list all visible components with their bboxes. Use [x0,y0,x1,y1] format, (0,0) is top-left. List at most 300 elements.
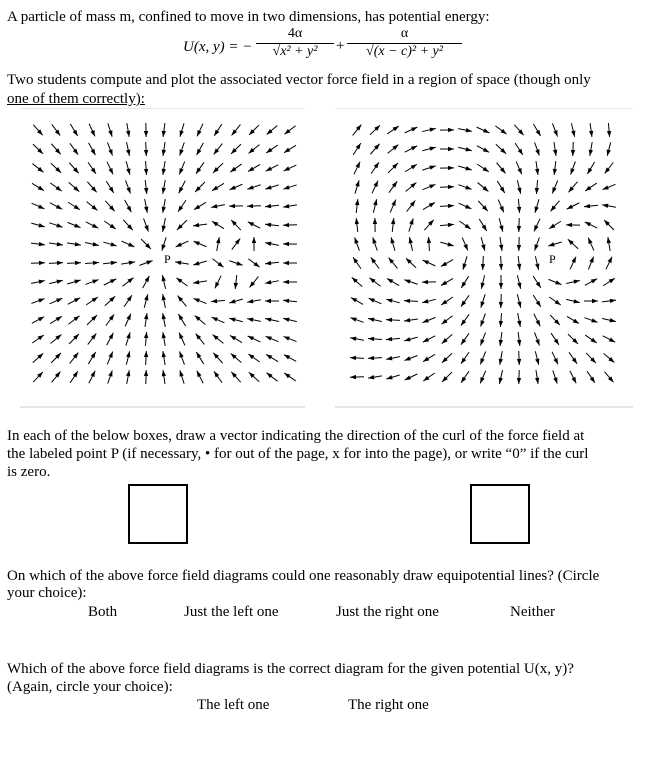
field-arrow [441,316,452,325]
field-arrow [571,123,575,137]
field-arrow [499,332,503,346]
field-arrow [568,334,578,344]
field-arrow [407,200,416,211]
field-arrow [481,294,486,307]
field-arrow [250,277,259,288]
field-arrow [517,370,521,384]
field-arrow [33,353,44,362]
field-arrow [386,337,400,341]
field-arrow [214,144,223,155]
field-arrow [480,332,485,345]
field-arrow [229,261,242,266]
field-arrow [196,162,204,173]
field-arrow [404,280,417,285]
field-arrow [216,237,220,251]
field-arrow [368,337,382,341]
field-arrow [499,294,503,308]
field-arrow [404,299,418,303]
field-arrow [607,123,611,137]
field-arrow [584,318,597,323]
field-arrow [568,239,578,248]
field-arrow [517,237,521,251]
field-arrow [353,257,361,269]
field-arrow [104,279,117,285]
field-arrow [69,163,78,173]
field-arrow [197,124,203,137]
field-arrow [214,371,222,382]
field-arrow [179,162,184,175]
field-arrow [371,257,379,268]
field-arrow [283,185,296,189]
field-arrow [266,373,277,382]
field-arrow [196,352,203,364]
field-arrow [406,258,416,268]
field-arrow [405,127,418,133]
field-arrow [32,183,44,190]
field-arrow [144,142,148,156]
field-arrow [459,221,470,229]
field-arrow [569,352,577,363]
field-arrow [604,354,615,363]
field-arrow [405,374,418,380]
field-arrow [371,162,379,174]
field-arrow [514,125,523,135]
field-arrow [31,299,44,304]
field-arrow [355,218,359,232]
field-arrow [197,371,203,383]
field-arrow [283,280,297,284]
field-arrow [517,313,521,327]
field-arrow [212,183,224,190]
field-arrow [602,204,616,208]
field-arrow [86,297,98,305]
field-arrow [423,260,436,266]
field-arrow [252,237,256,251]
field-arrow [373,199,377,213]
left-force-field-plot [20,108,305,408]
field-arrow [350,318,363,323]
field-arrow [549,297,561,305]
field-arrow [441,297,453,305]
field-arrow [89,124,95,137]
field-arrow [51,353,61,363]
field-arrow [179,333,185,346]
field-arrow [535,161,539,175]
field-arrow [106,181,114,193]
field-arrow [283,223,297,227]
field-arrow [606,257,612,270]
field-arrow [144,313,148,327]
field-arrow [247,185,260,190]
field-arrow [517,294,521,308]
field-arrow [70,353,79,364]
field-arrow [234,275,238,289]
field-arrow [162,370,166,384]
field-arrow [442,353,452,363]
field-arrow [458,128,472,132]
equipotential-question-2: your choice): [7,585,87,601]
equipotential-question-1: On which of the above force field diagrams could one reasonably draw equipotential lines? (Circle [7,568,600,584]
field-arrow [247,318,261,322]
field-arrow [162,161,166,175]
field-arrow [422,280,436,284]
field-arrow [373,237,378,250]
field-arrow [49,280,63,284]
field-arrow [423,184,436,189]
intro-line-2: Two students compute and plot the associated vector force field in a region of space (though only [7,72,591,88]
field-arrow [31,261,45,265]
intro-line-1: A particle of mass m, confined to move in two dimensions, has potential energy: [7,9,490,25]
field-arrow [389,181,397,192]
field-arrow [478,201,488,211]
field-arrow [193,298,206,303]
field-arrow [602,318,616,322]
field-arrow [355,180,359,193]
field-arrow [265,223,279,227]
field-arrow [70,143,78,154]
field-arrow [442,334,453,343]
field-arrow [423,336,435,342]
field-arrow [568,182,577,193]
field-arrow [212,221,224,228]
field-arrow [212,317,225,323]
field-arrow [350,356,364,360]
field-arrow [373,218,377,232]
field-arrow [552,123,557,136]
field-arrow [231,144,241,154]
field-arrow [409,237,413,251]
field-arrow [440,223,454,227]
field-arrow [283,204,297,208]
term1-denominator: √x² + y² [272,44,318,59]
field-arrow [458,166,471,170]
field-arrow [33,144,43,154]
field-arrow [143,276,150,288]
field-arrow [196,334,205,345]
field-arrow [179,181,185,193]
field-arrow [423,202,435,209]
field-arrow [108,123,113,136]
field-arrow [386,356,400,360]
field-arrow [231,372,240,382]
field-arrow [350,337,364,341]
field-arrow [249,372,259,381]
field-arrow [588,238,594,251]
curl-answer-box-right[interactable] [470,484,530,544]
field-arrow [535,180,539,194]
field-arrow [499,351,503,365]
right-point-p-label: P [549,252,556,266]
field-arrow [125,314,131,327]
field-arrow [108,370,113,383]
field-arrow [534,219,540,232]
field-arrow [386,299,400,303]
field-arrow [585,279,597,286]
field-arrow [213,335,224,344]
field-arrow [495,126,506,134]
field-arrow [126,351,130,365]
field-arrow [249,125,259,135]
field-arrow [387,126,399,134]
field-arrow [354,162,360,175]
field-arrow [481,237,485,251]
field-arrow [386,375,399,379]
field-arrow [535,199,539,212]
field-arrow [566,280,580,284]
field-arrow [499,218,503,231]
field-arrow [124,295,132,307]
field-arrow [461,314,469,325]
field-arrow [162,142,166,156]
field-arrow [126,123,130,137]
correct-question-2: (Again, circle your choice): [7,679,173,695]
field-arrow [602,299,616,303]
field-arrow [441,260,453,267]
field-arrow [517,275,521,289]
right-force-field-plot [335,108,633,408]
field-arrow [144,332,148,346]
field-arrow [535,142,540,155]
term2-denominator: √(x − c)² + y² [366,44,443,59]
field-arrow [477,127,490,133]
field-arrow [162,275,166,289]
field-arrow [126,370,130,384]
field-arrow [70,124,77,136]
field-arrow [589,142,593,156]
field-arrow [284,355,296,362]
field-arrow [107,333,114,345]
field-arrow [516,162,522,175]
field-arrow [567,316,579,323]
field-arrow [477,146,489,153]
field-arrow [32,203,45,209]
field-arrow [499,370,503,384]
field-arrow [370,144,379,154]
choice-neither[interactable]: Neither [510,604,555,620]
choice-right-diagram[interactable]: The right one [348,697,429,713]
potential-lhs-text: U(x, y) = − [183,39,253,55]
field-arrow [248,164,260,171]
field-arrow [162,199,166,213]
field-arrow [427,237,431,251]
field-arrow [265,261,279,265]
field-arrow [265,242,279,246]
field-arrow [461,276,468,288]
field-arrow [496,144,506,154]
term1-radicand: x² + y² [280,44,318,59]
field-arrow [552,352,558,365]
field-arrow [497,163,506,174]
field-arrow [85,280,98,285]
field-arrow [31,223,44,227]
field-arrow [162,180,166,194]
field-arrow [125,200,132,212]
field-arrow [478,183,489,192]
field-arrow [266,145,278,153]
field-arrow [585,335,597,343]
choice-just-right[interactable]: Just the right one [336,604,439,620]
field-arrow [584,299,598,303]
field-arrow [180,123,184,136]
field-arrow [587,162,594,174]
field-arrow [180,351,185,364]
field-arrow [230,335,242,342]
field-arrow [440,147,454,151]
field-arrow [422,128,436,132]
field-arrow [535,237,540,250]
field-arrow [177,220,187,230]
field-arrow [283,318,297,322]
field-arrow [265,299,279,303]
field-arrow [67,261,81,265]
field-arrow [368,356,382,360]
field-arrow [67,280,80,284]
field-arrow [70,371,78,383]
field-arrow [369,298,382,304]
field-arrow [283,336,296,341]
choice-both[interactable]: Both [88,604,118,620]
field-arrow [103,242,116,246]
field-arrow [49,261,63,265]
field-arrow [51,144,60,154]
field-arrow [162,313,166,327]
field-arrow [355,199,359,213]
field-arrow [440,242,454,246]
field-arrow [386,318,400,322]
field-arrow [585,222,598,228]
field-arrow [480,371,486,384]
curl-text-3: is zero. [7,464,51,480]
field-arrow [515,143,523,155]
field-arrow [86,222,98,228]
intro-line-3: one of them correctly): [7,91,145,107]
curl-text-1: In each of the below boxes, draw a vector indicating the direction of the curl of the force field at [7,428,585,444]
field-arrow [144,161,148,175]
field-arrow [85,261,99,265]
field-arrow [480,352,485,365]
field-arrow [462,238,468,251]
curl-text-2: the labeled point P (if necessary, • for out of the page, x for into the page), or write “0” if the curl [7,446,589,462]
field-arrow [517,199,521,213]
field-arrow [87,315,97,325]
field-arrow [585,183,597,191]
field-arrow [68,222,81,227]
field-arrow [553,142,557,156]
field-arrow [89,143,96,155]
field-arrow [265,280,279,284]
field-arrow [442,372,452,382]
field-arrow [33,372,43,382]
field-arrow [353,125,362,136]
field-arrow [550,315,560,325]
field-arrow [193,261,206,265]
field-arrow [162,123,166,137]
field-arrow [178,314,185,326]
field-arrow [121,261,135,265]
field-arrow [249,145,260,154]
field-arrow [162,218,166,232]
field-arrow [265,185,278,190]
field-arrow [68,316,79,325]
field-arrow [194,202,206,209]
field-arrow [533,124,540,136]
field-arrow [50,183,61,191]
field-arrow [388,163,398,173]
field-arrow [459,203,472,209]
field-arrow [535,351,539,365]
field-arrow [387,278,399,285]
field-arrow [481,313,486,326]
field-arrow [461,295,469,306]
field-arrow [122,241,135,247]
field-arrow [604,220,614,230]
field-arrow [406,183,417,192]
field-arrow [231,353,242,362]
field-arrow [552,181,557,194]
field-arrow [549,221,561,228]
correct-question-1: Which of the above force field diagrams is the correct diagram for the given potential U(x, y)? [7,661,574,677]
field-arrow [603,336,615,342]
field-arrow [69,334,79,344]
field-arrow [232,238,240,249]
field-arrow [176,278,187,286]
field-arrow [479,219,486,231]
field-arrow [31,280,45,284]
field-arrow [570,257,576,270]
choice-just-left[interactable]: Just the left one [184,604,279,620]
field-arrow [50,203,62,210]
field-arrow [32,335,43,343]
field-arrow [176,241,189,247]
field-arrow [370,125,380,135]
field-arrow [422,299,436,303]
field-arrow [265,204,279,208]
field-arrow [126,332,131,345]
field-arrow [106,314,114,325]
field-arrow [405,146,417,152]
field-arrow [32,317,44,324]
field-arrow [603,278,615,286]
field-arrow [499,256,503,270]
field-arrow [248,336,261,342]
field-arrow [122,278,133,287]
field-arrow [566,299,580,303]
field-arrow [440,204,454,208]
field-arrow [144,199,148,213]
field-arrow [194,241,207,246]
field-arrow [229,204,243,208]
field-arrow [211,299,225,303]
field-arrow [87,202,98,211]
field-arrow [423,354,435,361]
field-arrow [284,373,296,381]
field-arrow [180,370,185,383]
field-arrow [604,372,613,383]
field-arrow [266,165,278,171]
field-arrow [352,277,362,286]
curl-answer-box-left[interactable] [128,484,188,544]
field-arrow [391,218,395,232]
field-arrow [404,318,418,322]
field-arrow [607,237,611,251]
field-arrow [458,147,472,151]
field-arrow [211,204,225,208]
field-arrow [570,371,576,383]
choice-left-diagram[interactable]: The left one [197,697,270,713]
field-arrow [197,143,204,155]
field-arrow [107,142,112,155]
field-arrow [248,222,260,228]
